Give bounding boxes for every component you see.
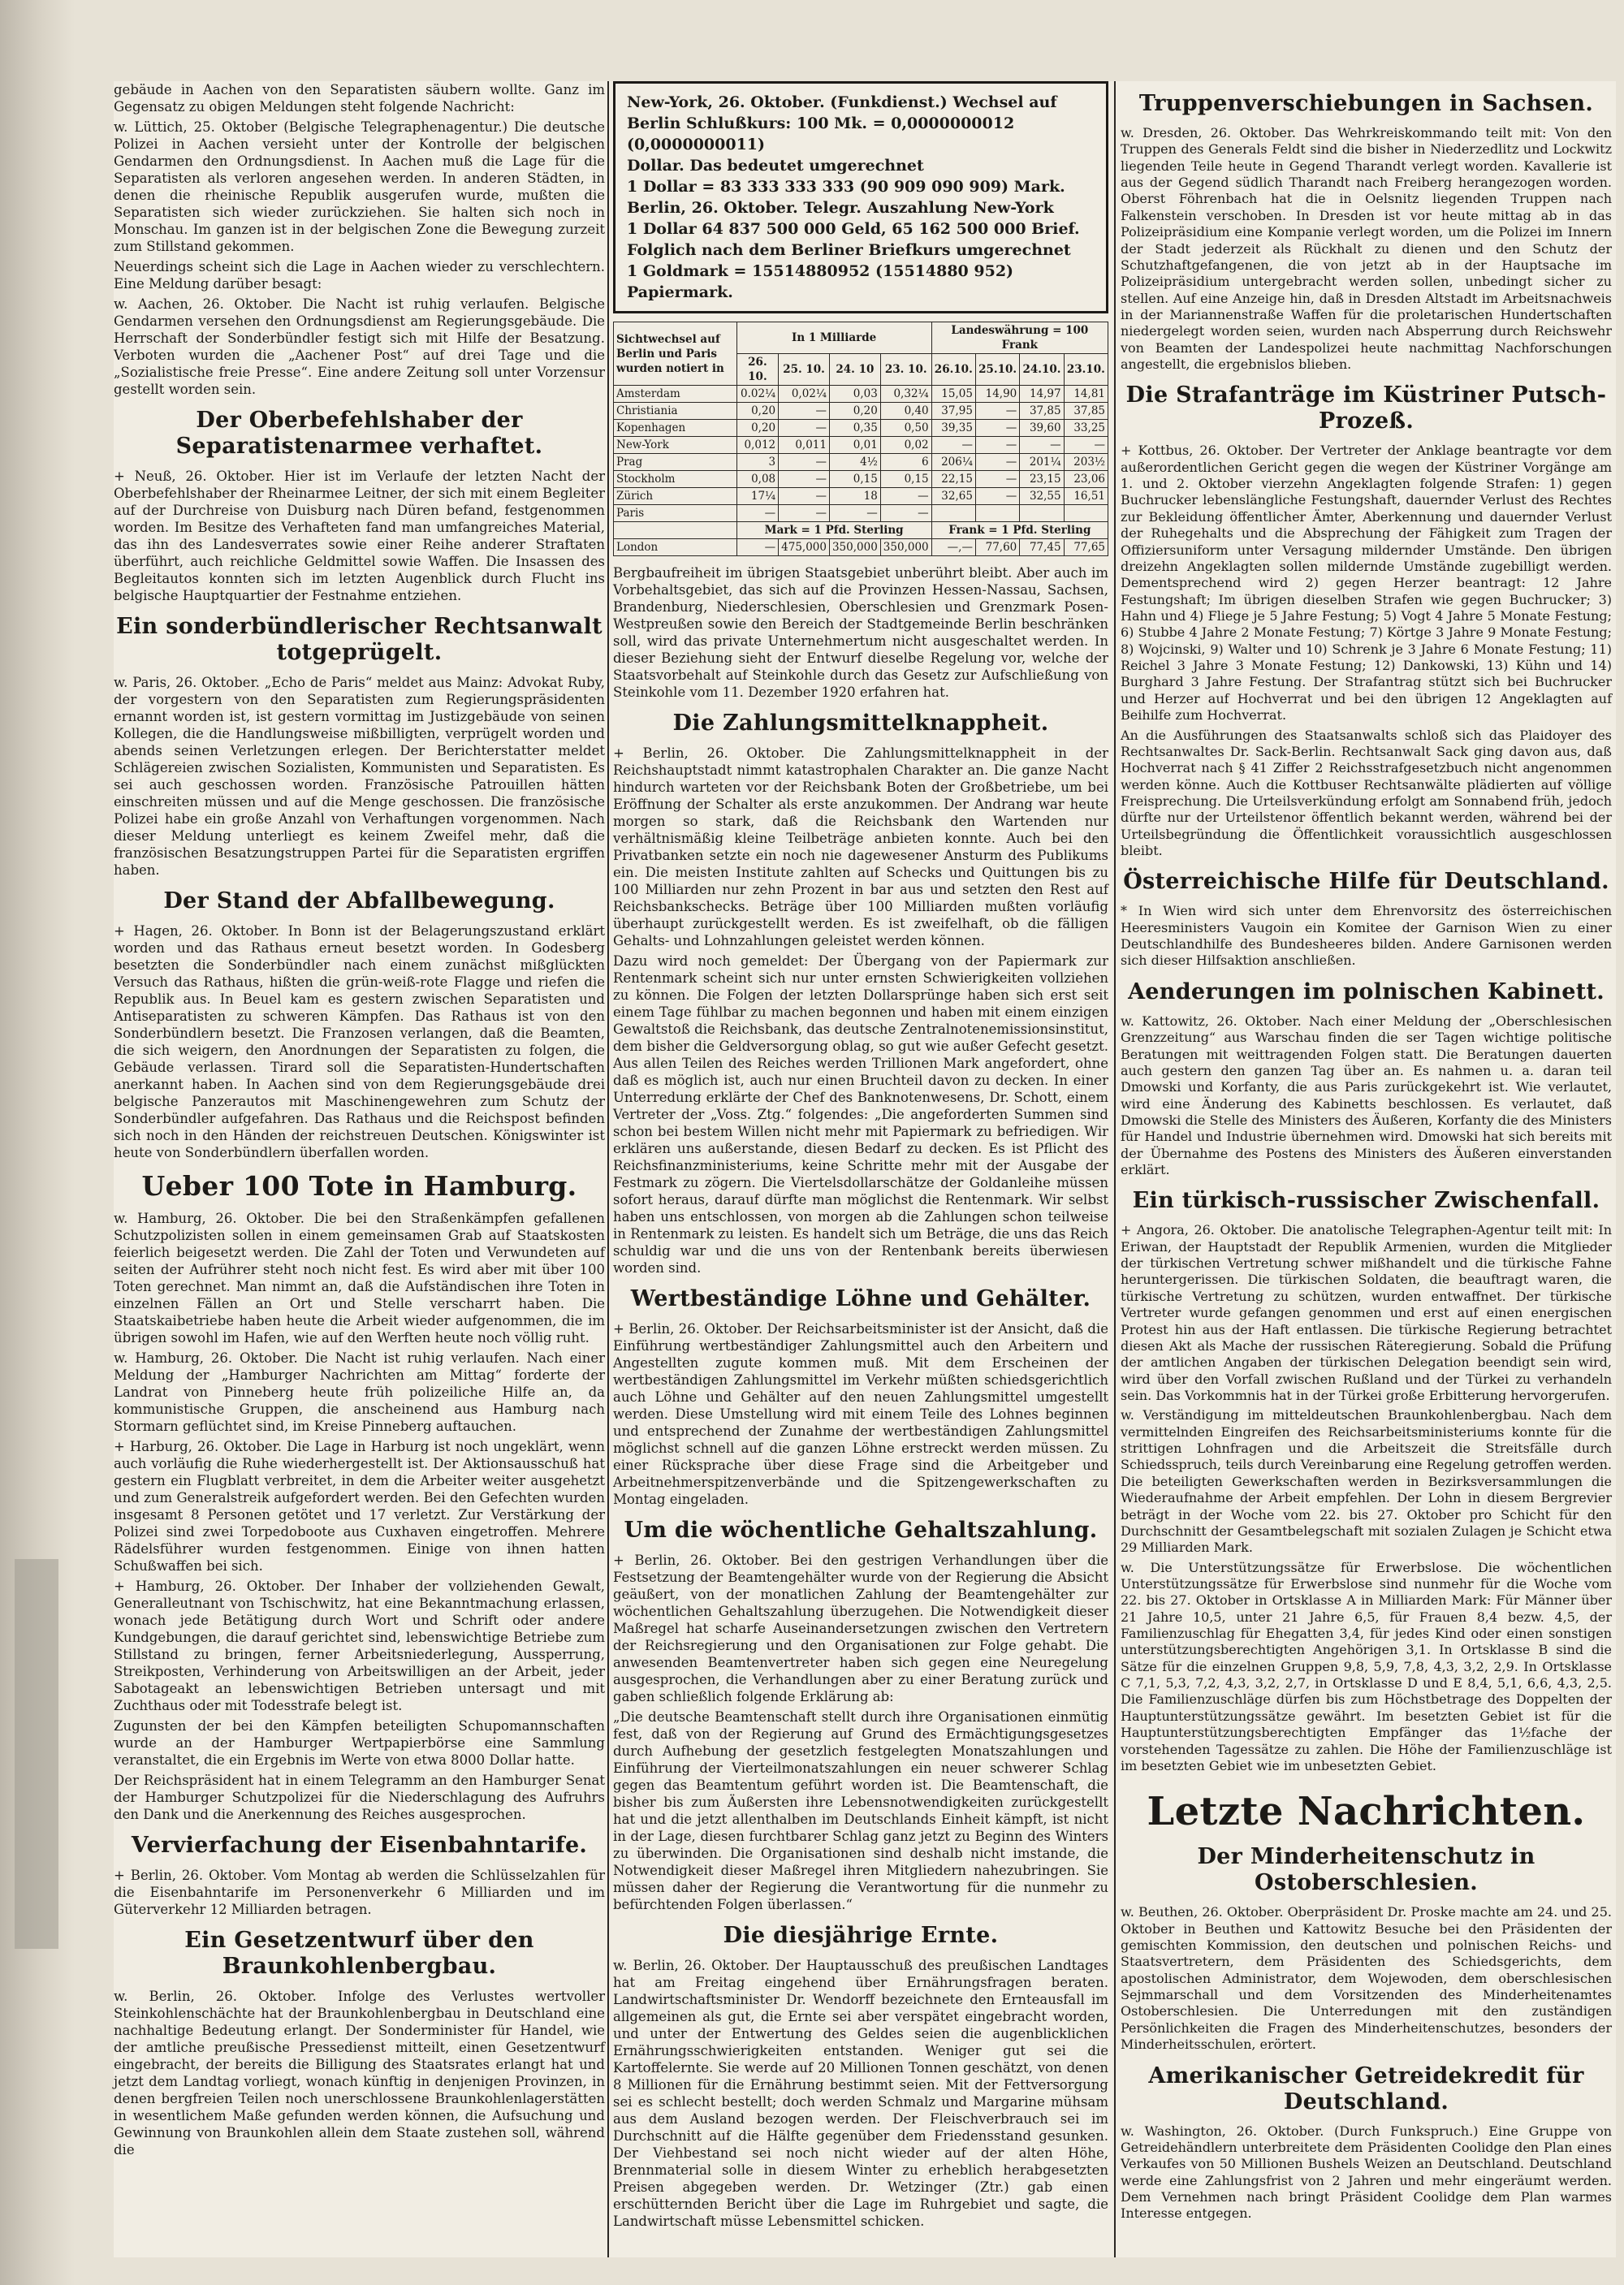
table-cell: 0,20: [736, 403, 778, 420]
table-cell: —,—: [931, 539, 975, 556]
article-headline: Der Stand der Abfallbewegung.: [163, 888, 555, 914]
table-row: [614, 505, 1108, 522]
table-cell: 0,01: [829, 437, 880, 454]
article-paragraph: gebäude in Aachen von den Separatisten säubern wollte. Ganz im Gegensatz zu obigen Meldungen steht folgende Nachricht:: [114, 82, 605, 114]
table-cell: 39,60: [1020, 420, 1064, 437]
article-paragraph: w. Washington, 26. Oktober. (Durch Funkspruch.) Eine Gruppe von Getreidehändlern unterbreitete dem Präsidenten Coolidge den Plan eines Verkaufes von 50 Millionen Bushels Weizen an Deutschland. Deutschland werde eine Zahlungsfrist von 2 Jahren und mehr eingeräumt werden. Dem Vernehmen nach bringt Präsident Coolidge dem Plan warmes Interesse entgegen.: [1121, 2123, 1612, 2222]
table-row: [614, 386, 1108, 403]
table-cell: 0,50: [880, 420, 931, 437]
table-header-row: [614, 522, 1108, 539]
article-paragraph: An die Ausführungen des Staatsanwalts schloß sich das Plaidoyer des Rechtsanwaltes Dr. Sack-Berlin. Rechtsanwalt Sack ging davon aus, daß Hochverrat nach § 41 Ziffer 2 Reichsstrafgesetzbuch nicht angenommen werden könne. Auch die Kottbuser Rechtsanwälte plädierten auf völlige Freisprechung. Die Urteilsverkündung erfolgt am Sonnabend früh, jedoch dürfte nur der Urteilstenor öffentlich bekannt werden, während bei der Urteilsbegründung die Öffentlichkeit voraussichtlich ausgeschlossen bleibt.: [1121, 727, 1612, 859]
table-cell: 18: [829, 488, 880, 505]
article-paragraph: w. Hamburg, 26. Oktober. Die bei den Straßenkämpfen gefallenen Schutzpolizisten sollen in einem gemeinsamen Grab auf Staatskosten feierlich beigesetzt werden. Die Zahl der Toten und Verwundeten auf seiten der Aufrührer steht noch nicht fest. Es wird aber mit über 100 Toten gerechnet. Man nimmt an, daß die Aufständischen ihre Toten in einzelnen Fällen an Ort und Stelle verscharrt haben. Die Staatskaibetriebe haben heute die Arbeit wieder aufgenommen, die im übrigen sowohl im Hafen, wie auf den Werften heute noch völlig ruht.: [114, 1211, 605, 1346]
column-middle-body: [613, 564, 1108, 2230]
table-cell: —: [975, 454, 1019, 471]
article-paragraph: + Hamburg, 26. Oktober. Der Inhaber der vollziehenden Gewalt, Generalleutnant von Tschischwitz, hat eine Bekanntmachung erlassen, wonach jede Betätigung durch Wort und Schrift oder andere Kundgebungen, die darauf gerichtet sind, lebenswichtige Betriebe zum Stillstand zu bringen, ferner Arbeitsniederlegung, Aussperrung, Streikposten, Verhinderung von Arbeitswilligen an der Arbeit, jeder Sabotageakt an lebenswichtigen Betrieben untersagt und mit Zuchthaus oder mit Todesstrafe belegt ist.: [114, 1579, 605, 1713]
table-header-cell: Landeswährung = 100 Frank: [931, 322, 1108, 354]
table-cell: —: [829, 505, 880, 522]
adjacent-page-strip: [15, 1559, 58, 1949]
table-cell: 33,25: [1064, 420, 1108, 437]
table-cell: 0,03: [829, 386, 880, 403]
exchange-rate-line: Dollar. Das bedeutet umgerechnet: [627, 157, 924, 175]
article-headline: Österreichische Hilfe für Deutschland.: [1123, 869, 1609, 895]
table-header-cell: Sichtwechsel auf Berlin und Paris wurden notiert in: [614, 322, 737, 386]
table-header-cell: 26.10.: [931, 354, 975, 386]
exchange-rate-line: New-York, 26. Oktober. (Funkdienst.) Wechsel auf Berlin Schlußkurs: 100 Mk. = 0,0000000012 (0,0000000011): [627, 93, 1057, 153]
article-paragraph: + Berlin, 26. Oktober. Vom Montag ab werden die Schlüsselzahlen für die Eisenbahntarife im Personenverkehr 6 Milliarden und im Güterverkehr 12 Milliarden betragen.: [114, 1868, 605, 1917]
table-cell: 23,15: [1020, 471, 1064, 488]
table-row: [614, 488, 1108, 505]
table-cell: —: [736, 505, 778, 522]
table-cell: Paris: [614, 505, 737, 522]
article-headline: Amerikanischer Getreidekredit für Deutschland.: [1148, 2063, 1584, 2114]
table-cell: —: [975, 420, 1019, 437]
table-cell: —: [779, 420, 830, 437]
article-headline: Ein türkisch-russischer Zwischenfall.: [1132, 1188, 1600, 1214]
table-header-cell: 23.10.: [1064, 354, 1108, 386]
article-headline: Wertbeständige Löhne und Gehälter.: [630, 1286, 1091, 1311]
article-headline: Um die wöchentliche Gehaltszahlung.: [624, 1518, 1098, 1543]
article-paragraph: w. Beuthen, 26. Oktober. Oberpräsident Dr. Proske machte am 24. und 25. Oktober in Beuthen und Kattowitz Besuche bei den Präsidenten der gemischten Kommission, den deutschen und polnischen Reichs- und Staatsvertretern, dem Präsidenten des Schiedsgerichts, dem apostolischen Administrator, dem Wojewoden, dem oberschlesischen Sejmmarschall und dem Vorsitzenden des Minderheitenamtes Ostoberschlesien. Die Unterredungen mit den zuständigen Persönlichkeiten die Fragen des Minderheitenschutzes, besonders der Minderheitsschulen, erörtert.: [1121, 1904, 1612, 2053]
table-cell: 4½: [829, 454, 880, 471]
article-paragraph: w. Kattowitz, 26. Oktober. Nach einer Meldung der „Oberschlesischen Grenzzeitung“ aus Warschau finden die ser Tagen wichtige politische Beratungen mit weittragenden Folgen statt. Die Beratungen dauerten auch gestern den ganzen Tag über an. Es nahmen u. a. daran teil Dmowski und Korfanty, die aus Paris zurückgekehrt ist. Wie verlautet, wird eine Änderung des Kabinetts beschlossen. Es verlautet, daß Dmowski die Stelle des Ministers des Äußeren, Korfanty die des Ministers für Handel und Industrie übernehmen wird. Dmowski hat sich bereits mit der Übernahme des Postens des Ministers des Äußeren einverstanden erklärt.: [1121, 1013, 1612, 1178]
table-cell: 39,35: [931, 420, 975, 437]
article-headline: Der Minderheitenschutz in Ostoberschlesien.: [1197, 1844, 1535, 1896]
article-paragraph: + Hagen, 26. Oktober. In Bonn ist der Belagerungszustand erklärt worden und das Rathaus erneut besetzt worden. In Godesberg besetzten die Sonderbündler nach einem zunächst mißglückten Versuch das Rathaus, hißten die grün-weiß-rote Flagge und riefen die Republik aus. In Beuel kam es gestern zwischen Separatisten und Antiseparatisten zu schweren Kämpfen. Das Rathaus ist von den Sonderbündlern besetzt. Die Franzosen verlangen, daß die Beamten, die sich weigern, den Anordnungen der Separatisten zu folgen, die Gebäude verlassen. Tirard soll die Separatisten-Hundertschaften anerkannt haben. In Aachen sind von dem Regierungsgebäude drei belgische Panzerautos mit Maschinengewehren zum Schutz der Sonderbündler aufgefahren. Das Rathaus und die Reichspost befinden sich noch in den Händen der reichstreuen Deutschen. Königswinter ist heute von Sonderbündlern überfallen worden.: [114, 923, 605, 1160]
table-cell: —: [779, 403, 830, 420]
table-cell: 350,000: [829, 539, 880, 556]
article-paragraph: + Kottbus, 26. Oktober. Der Vertreter der Anklage beantragte vor dem außerordentlichen Gericht gegen die wegen der Küstriner Vorgänge am 1. und 2. Oktober vierzehn Angeklagten folgende Strafen: 1) gegen Buchrucker lebenslängliche Festungshaft, dauernder Verlust des Rechtes zur Bekleidung öffentlicher Ämter, Aberkennung und dauernder Verlust der Ruhegehalts und die Absprechung der Fähigkeit zum Tragen der Offiziersuniform unter Versagung mildernder Umstände. Den übrigen dreizehn Angeklagten sollen mildernde Umstände zugebilligt werden. Dementsprechend wird 2) gegen Herzer beantragt: 12 Jahre Festungshaft; Im übrigen dieselben Strafen wie gegen Buchrucker; 3) Hahn und 4) Fliege je 5 Jahre Festung; 5) Vogt 4 Jahre 5 Monate Festung; 6) Stubbe 4 Jahre 2 Monate Festung; 7) Körtge 3 Jahre 9 Monate Festung; 8) Wojcinski, 9) Walter und 10) Schrenk je 3 Jahre 6 Monate Festung; 11) Reichel 3 Jahre 3 Monate Festung; 12) Dankowski, 13) Kühn und 14) Burghard 3 Jahre Festung. Der Strafantrag stützt sich bei Buchrucker und Herzer auf Hochverrat und bei den übrigen 12 Angeklagten auf Beihilfe zum Hochverrat.: [1121, 443, 1612, 724]
table-row: [614, 403, 1108, 420]
table-cell: [1020, 505, 1064, 522]
table-cell: [931, 505, 975, 522]
table-cell: 0,20: [736, 420, 778, 437]
column-rule: [1114, 81, 1116, 2257]
table-cell: 3: [736, 454, 778, 471]
article-paragraph: w. Dresden, 26. Oktober. Das Wehrkreiskommando teilt mit: Von den Truppen des Generals Feldt sind die bisher in Niederzedlitz und Lockwitz liegenden Teile heute in Gegend Tharandt verlegt worden. Kavallerie ist aus der Gegend südlich Tharandt nach Freiberg herangezogen worden. Oberst Föhrenbach hat die in Oelsnitz liegenden Truppen nach Falkenstein verschoben. In Dresden ist vor heute mittag ab in das Polizeipräsidium eine Kompanie verlegt worden, um die Polizei im Innern der Stadt jederzeit als Rückhalt zu dienen und den Schutz der Schutzhaftgefangenen, die von jetzt ab in der Hauptsache im Polizeipräsidium untergebracht werden sollen, unbedingt sicher zu stellen. Auf eine Anzeige hin, daß in Dresden Altstadt im Arbeitsnachweis in der Mariannenstraße Waffen für die proletarischen Hundertschaften niedergelegt worden seien, wurden nach Absperrung durch Reichswehr von Beamten der Landespolizei heute nachmittag Nachforschungen angestellt, die ergebnislos blieben.: [1121, 125, 1612, 373]
table-cell: 0,15: [880, 471, 931, 488]
table-header-cell: 25. 10.: [779, 354, 830, 386]
table-cell: 77,60: [975, 539, 1019, 556]
article-paragraph: + Berlin, 26. Oktober. Die Zahlungsmittelknappheit in der Reichshauptstadt nimmt katastrophalen Charakter an. Die ganze Nacht hindurch warteten vor der Reichsbank Boten der Großbetriebe, um bei Eröffnung der Schalter als erste anzukommen. Der Andrang war heute morgen so stark, daß die Reichsbank den Wartenden nur verhältnismäßig kleine Teilbeträge anbieten konnte. Auch bei den Privatbanken setzte ein noch nie dagewesener Ansturm des Publikums ein. Die meisten Institute zahlten auf Schecks und Quittungen bis zu 100 Milliarden nur zehn Prozent in bar aus und setzten den Rest auf Reichsbankschecks. Beträge über 100 Milliarden mußten vorläufig überhaupt zurückgestellt werden. Es ist zweifelhaft, ob die fälligen Gehalts- und Lohnzahlungen geleistet werden können.: [613, 745, 1108, 948]
table-cell: London: [614, 539, 737, 556]
article-paragraph: + Neuß, 26. Oktober. Hier ist im Verlaufe der letzten Nacht der Oberbefehlshaber der Rheinarmee Leitner, der sich mit einem Begleiter auf der Durchreise von Duisburg nach Düren befand, festgenommen worden. Im Besitze des Verhafteten fand man umfangreiches Material, das ihn des Landesverrates sowie einer Reihe anderer Straftaten überführt, auch reichliche Geldmittel sowie Waffen. Die Insassen des Begleitautos konnten sich im letzten Augenblick durch Flucht ins belgische Hauptquartier der Festnahme entziehen.: [114, 469, 605, 603]
article-paragraph: w. Hamburg, 26. Oktober. Die Nacht ist ruhig verlaufen. Nach einer Meldung der „Hamburger Nachrichten am Mittag“ forderte der Landrat von Pinneberg heute früh polizeiliche Hilfe an, da kommunistische Gruppen, die anscheinend aus Hamburg nach Stormarn geflüchtet sind, im Kreise Pinneberg auftauchen.: [114, 1350, 605, 1434]
article-paragraph: w. Lüttich, 25. Oktober (Belgische Telegraphenagentur.) Die deutsche Polizei in Aachen versieht unter der Kontrolle der belgischen Gendarmen den Ordnungsdienst. In Aachen muß die Lage für die Separatisten als verloren angesehen werden. In anderen Städten, in denen die rheinische Republik ausgerufen wurde, mußten die Separatisten sich wieder zurückziehen. Sie halten sich noch in Monschau. Im ganzen ist in der belgischen Zone die Bewegung zurzeit zum Stillstand gekommen.: [114, 119, 605, 254]
table-cell: —: [975, 488, 1019, 505]
table-cell: 0,40: [880, 403, 931, 420]
article-headline: Aenderungen im polnischen Kabinett.: [1128, 978, 1605, 1004]
article-headline: Ein Gesetzentwurf über den Braunkohlenbergbau.: [184, 1928, 534, 1979]
table-cell: 23,06: [1064, 471, 1108, 488]
table-cell: —: [880, 488, 931, 505]
table-cell: New-York: [614, 437, 737, 454]
exchange-rate-table: [613, 322, 1108, 556]
table-cell: 32,55: [1020, 488, 1064, 505]
table-cell: —: [975, 471, 1019, 488]
table-cell: 37,85: [1064, 403, 1108, 420]
article-paragraph: w. Berlin, 26. Oktober. Infolge des Verlustes wertvoller Steinkohlenschächte hat der Braunkohlenbergbau in Deutschland eine nachhaltige Bedeutung erlangt. Der Sonderminister für Handel, wie der amtliche preußische Pressedienst mitteilt, einen Gesetzentwurf eingebracht, der bereits die Billigung des Staatsrates erlangt hat und jetzt dem Landtag vorliegt, wonach künftig in denjenigen Provinzen, in denen bergfreien Teilen noch unerschlossene Braunkohlenlagerstätten in wesentlichem Maße gefunden werden können, die Aufsuchung und Gewinnung von Braunkohlen allein dem Staate zustehen soll, während die: [114, 1989, 605, 2158]
table-cell: 0.02¼: [736, 386, 778, 403]
article-paragraph: w. Paris, 26. Oktober. „Echo de Paris“ meldet aus Mainz: Advokat Ruby, der vorgestern von den Separatisten zum Regierungspräsidenten ernannt worden ist, ist gestern vormittag im Justizgebäude von seinen Kollegen, die die Handlungsweise mißbilligten, verprügelt worden und abends seinen Verletzungen erlegen. Der Berichterstatter meldet Schlägereien zwischen Sozialisten, Kommunisten und Separatisten. Es sei auch geschossen worden. Französische Patrouillen hätten einschreiten müssen und auf die Menge geschossen. Die französische Polizei habe ein große Anzahl von Verhaftungen vorgenommen. Nach dieser Meldung unterliegt es keinem Zweifel mehr, daß die französischen Besatzungstruppen Partei für die Separatisten ergriffen haben.: [114, 675, 605, 878]
table-cell: 0,15: [829, 471, 880, 488]
exchange-rate-line: 1 Dollar 64 837 500 000 Geld, 65 162 500 000 Brief.: [627, 220, 1080, 238]
table-cell: —: [975, 403, 1019, 420]
table-header-cell: 24. 10: [829, 354, 880, 386]
exchange-rate-line: Folglich nach dem Berliner Briefkurs umgerechnet: [627, 241, 1071, 259]
table-cell: 32,65: [931, 488, 975, 505]
table-cell: Kopenhagen: [614, 420, 737, 437]
exchange-rate-line: Berlin, 26. Oktober. Telegr. Auszahlung New-York: [627, 199, 1054, 217]
article-paragraph: Der Reichspräsident hat in einem Telegramm an den Hamburger Senat der Hamburger Schutzpolizei für die Niederschlagung des Aufruhrs den Dank und die Anerkennung des Reiches ausgesprochen.: [114, 1773, 605, 1822]
table-row: [614, 420, 1108, 437]
table-cell: 475,000: [779, 539, 830, 556]
table-header-cell: Frank = 1 Pfd. Sterling: [931, 522, 1108, 539]
table-cell: [1064, 505, 1108, 522]
table-cell: —: [931, 437, 975, 454]
column-left: [114, 81, 605, 2162]
table-header-row: [614, 322, 1108, 354]
table-cell: 6: [880, 454, 931, 471]
column-middle: [613, 81, 1108, 2233]
table-row: [614, 539, 1108, 556]
table-row: [614, 454, 1108, 471]
article-headline: Vervierfachung der Eisenbahntarife.: [131, 1833, 588, 1858]
article-paragraph: Zugunsten der bei den Kämpfen beteiligten Schupomannschaften wurde an der Hamburger Wertpapierbörse eine Sammlung veranstaltet, die ein Ergebnis im Werte von etwa 8000 Dollar hatte.: [114, 1718, 605, 1768]
article-paragraph: Neuerdings scheint sich die Lage in Aachen wieder zu verschlechtern. Eine Meldung darüber besagt:: [114, 259, 605, 292]
table-cell: —: [736, 539, 778, 556]
article-headline: Die diesjährige Ernte.: [723, 1923, 999, 1948]
table-header-cell: 24.10.: [1020, 354, 1064, 386]
table-cell: —: [1064, 437, 1108, 454]
article-headline: Die Zahlungsmittelknappheit.: [672, 711, 1049, 736]
table-cell: —: [779, 488, 830, 505]
article-headline: Ueber 100 Tote in Hamburg.: [141, 1170, 577, 1202]
table-cell: 0,011: [779, 437, 830, 454]
table-cell: 203½: [1064, 454, 1108, 471]
table-cell: [614, 522, 737, 539]
table-header-cell: 26. 10.: [736, 354, 778, 386]
table-header-cell: In 1 Milliarde: [736, 322, 931, 354]
table-cell: —: [779, 454, 830, 471]
table-cell: 14,97: [1020, 386, 1064, 403]
article-paragraph: + Berlin, 26. Oktober. Bei den gestrigen Verhandlungen über die Festsetzung der Beamtengehälter wurde von der Regierung die Absicht geäußert, von der monatlichen Zahlung der Beamtengehälter zur wöchentlichen Gehaltszahlung überzugehen. Die Notwendigkeit dieser Maßregel hat scharfe Auseinandersetzungen zwischen den Vertretern der Reichsregierung und den Organisationen zur Folge gehabt. Die anwesenden Beamtenvertreter haben sich gegen eine Neuregelung ausgesprochen, die Verhandlungen aber zu einer Beratung zurück und gaben schließlich folgende Erklärung ab:: [613, 1553, 1108, 1704]
column-rule: [607, 81, 609, 2257]
table-cell: 0,08: [736, 471, 778, 488]
article-paragraph: + Berlin, 26. Oktober. Der Reichsarbeitsminister ist der Ansicht, daß die Einführung wertbeständiger Zahlungsmittel auch den Arbeitern und Angestellten zugute kommen muß. Mit dem Erscheinen der wertbeständigen Zahlungsmittel im Verkehr müßten schiedsgerichtlich auch Löhne und Gehälter auf den neuen Zahlungsmittel umgestellt werden. Diese Umstellung wird mit einem Teile des Lohnes beginnen und entsprechend der Zunahme der wertbeständigen Zahlungsmittel möglichst schnell auf die ganzen Löhne erstreckt werden müssen. Zu einer Rücksprache über diese Frage sind die Arbeitgeber und Arbeitnehmerspitzenverbände und die Spitzengewerkschaften zu Montag eingeladen.: [613, 1321, 1108, 1507]
table-cell: Christiania: [614, 403, 737, 420]
section-headline: Letzte Nachrichten.: [1147, 1789, 1586, 1835]
article-paragraph: + Angora, 26. Oktober. Die anatolische Telegraphen-Agentur teilt mit: In Eriwan, der Hauptstadt der Republik Armenien, wurden die Mitglieder der türkischen Vertretung schwer mißhandelt und die türkische Fahne heruntergerissen. Die türkischen Soldaten, die beauftragt waren, die türkische Vertretung zu schützen, wurden entwaffnet. Der türkische Vertreter wurde gefangen genommen und erst auf einen energischen Protest hin aus der Haft entlassen. Die türkische Regierung betrachtet diesen Akt als Mache der russischen Räteregierung. Sobald die Prüfung der amtlichen Angaben der türkischen Delegation beendigt sein wird, wird über den Vorfall zwischen Rußland und der Türkei zu verhandeln sein. Das Vorkommnis hat in der Türkei große Erbitterung hervorgerufen.: [1121, 1222, 1612, 1403]
table-cell: 37,95: [931, 403, 975, 420]
table-cell: 15,05: [931, 386, 975, 403]
table-header-cell: 25.10.: [975, 354, 1019, 386]
column-right: [1121, 81, 1612, 2226]
article-paragraph: w. Aachen, 26. Oktober. Die Nacht ist ruhig verlaufen. Belgische Gendarmen versehen den Ordnungsdienst am Regierungsgebäude. Die Herrschaft der Sonderbündler festigt sich mit Hilfe der Besatzung. Verboten wurden die „Aachener Post“ auf drei Tage und die „Sozialistische freie Presse“. Eine andere Zeitung soll unter Vorzensur gestellt worden sein.: [114, 296, 605, 397]
article-paragraph: „Die deutsche Beamtenschaft stellt durch ihre Organisationen einmütig fest, daß von der Regierung auf Grund des Ermächtigungsgesetzes durch Aufhebung der gesetzlich festgelegten Monatszahlungen und Einführung der Vierteilmonatszahlungen ein neuer schwerer Schlag gegen das Beamtentum geführt worden ist. Die Beamtenschaft, die bisher bis zum Äußersten ihre Lebensnotwendigkeiten zurückgestellt hat und die jetzt allenthalben im Deutschlands Einheit kämpft, ist nicht in der Lage, diesen furchtbarer Schlag ganz jetzt zu Beginn des Winters zu überwinden. Die Organisationen sind deshalb nicht imstande, die Notwendigkeit dieser Maßregel ihren Mitgliedern nahezubringen. Sie müssen daher der Regierung die Verantwortung für die nunmehr zu befürchtenden Folgen überlassen.“: [613, 1709, 1108, 1912]
table-cell: 0,32¼: [880, 386, 931, 403]
table-cell: 16,51: [1064, 488, 1108, 505]
table-cell: 0,20: [829, 403, 880, 420]
newspaper-page: [114, 81, 1616, 2257]
table-cell: 0,012: [736, 437, 778, 454]
table-cell: —: [975, 437, 1019, 454]
table-cell: —: [880, 505, 931, 522]
table-cell: 17¼: [736, 488, 778, 505]
exchange-rate-line: 1 Goldmark = 15514880952 (15514880 952) Papiermark.: [627, 262, 1014, 301]
table-cell: 77,45: [1020, 539, 1064, 556]
table-cell: 350,000: [880, 539, 931, 556]
table-cell: Prag: [614, 454, 737, 471]
table-cell: 206¼: [931, 454, 975, 471]
table-cell: 0,02¼: [779, 386, 830, 403]
exchange-rate-line: 1 Dollar = 83 333 333 333 (90 909 090 909) Mark.: [627, 178, 1065, 196]
table-cell: 77,65: [1064, 539, 1108, 556]
table-cell: Zürich: [614, 488, 737, 505]
article-paragraph: Dazu wird noch gemeldet: Der Übergang von der Papiermark zur Rentenmark scheint sich nur unter ernsten Schwierigkeiten vollziehen zu können. Die Folgen der letzten Dollarsprünge haben sich erst seit einem Tage fühlbar zu machen begonnen und haben mit einem einzigen Gewaltstoß die Reichsbank, das deutsche Zentralnotenemissionsinstitut, dem bisher die Geldversorgung oblag, so gut wie außer Gefecht gesetzt. Aus allen Teilen des Reiches werden Trillionen Mark angefordert, ohne daß es möglich ist, auch nur einen Bruchteil davon zu decken. In einer Unterredung erklärte der Chef des Banknotenwesens, Dr. Schott, einem Vertreter der „Voss. Ztg.“ folgendes: „Die angeforderten Summen sind schon bei bestem Willen nicht mehr mit Papiermark zu befriedigen. Wir erklären uns außerstande, diesen Bedarf zu decken. Es ist Pflicht des Reichsfinanzministeriums, keine Schritte mehr mit der Ausgabe der Festmark zu zögern. Die Viertelsdollarschätze der Goldanleihe müssen sofort heraus, darauf dürfte man möglichst die Rentenmark. Wir selbst haben uns entschlossen, von morgen ab die Zahlungen schon teilweise in Rentenmark zu leisten. Es handelt sich um Beträge, die uns das Reich schuldig war und die uns von der Rentenbank bereits überwiesen worden sind.: [613, 953, 1108, 1276]
table-cell: Amsterdam: [614, 386, 737, 403]
table-cell: 0,35: [829, 420, 880, 437]
table-cell: 14,90: [975, 386, 1019, 403]
article-paragraph: * In Wien wird sich unter dem Ehrenvorsitz des österreichischen Heeresministers Vaugoin ein Komitee der Garnison Wien zu einer Deutschlandhilfe des Bundesheeres bilden. Andere Garnisonen werden sich dieser Hilfsaktion anschließen.: [1121, 903, 1612, 969]
table-cell: 201¼: [1020, 454, 1064, 471]
article-headline: Truppenverschiebungen in Sachsen.: [1138, 91, 1594, 116]
table-header-cell: Mark = 1 Pfd. Sterling: [736, 522, 931, 539]
table-cell: —: [779, 505, 830, 522]
article-paragraph: Bergbaufreiheit im übrigen Staatsgebiet unberührt bleibt. Aber auch im Vorbehaltsgebiet, das sich auf die Provinzen Hessen-Nassau, Sachsen, Brandenburg, Niederschlesien, Oberschlesien und Grenzmark Posen-Westpreußen sowie den Bereich der Stadtgemeinde Berlin beschränken soll, wird das private Unternehmertum nicht ausgeschaltet werden. In dieser Beziehung sieht der Entwurf dieselbe Regelung vor, welche der Staatsvorbehalt auf Steinkohle durch das Gesetz zur Aufschließung von Steinkohle vom 11. Dezember 1920 erfahren hat.: [613, 565, 1108, 700]
article-paragraph: w. Berlin, 26. Oktober. Der Hauptausschuß des preußischen Landtages hat am Freitag eingehend über Ernährungsfragen beraten. Landwirtschaftsminister Dr. Wendorff bezeichnete den Ernteausfall im allgemeinen als gut, die Ernte sei aber verspätet eingebracht worden, und unter der Entwertung des Geldes seien die augenblicklichen Ernährungsschwierigkeiten entstanden. Weniger gut sei die Kartoffelernte. Sie werde auf 20 Millionen Tonnen geschätzt, von denen 8 Millionen für die Ernährung bestimmt seien. Mit der Fettversorgung sei es schlecht bestellt; doch werden Schmalz und Margarine mühsam aus dem Ausland bezogen werden. Der Fleischverbrauch sei im Durchschnitt auf die Hälfte gegenüber dem Friedensstand gesunken. Der Viehbestand sei noch nicht wieder auf der alten Höhe, Brennmaterial solle in diesem Winter zu erheblich herabgesetzten Preisen abgegeben werden. Dr. Wetzinger (Ztr.) gab einen erschütternden Bericht über die Lage im Ruhrgebiet und sagte, die Landwirtschaft müsse Lebensmittel schicken.: [613, 1958, 1108, 2229]
table-cell: 14,81: [1064, 386, 1108, 403]
table-cell: 0,02: [880, 437, 931, 454]
table-cell: 37,85: [1020, 403, 1064, 420]
exchange-rate-box: [613, 81, 1108, 313]
table-row: [614, 437, 1108, 454]
article-headline: Der Oberbefehlshaber der Separatistenarmee verhaftet.: [175, 408, 543, 459]
table-cell: 22,15: [931, 471, 975, 488]
table-cell: [975, 505, 1019, 522]
table-cell: —: [1020, 437, 1064, 454]
article-paragraph: w. Die Unterstützungssätze für Erwerbslose. Die wöchentlichen Unterstützungssätze für Erwerbslose sind nunmehr für die Woche vom 22. bis 27. Oktober in Ortsklasse A in Milliarden Mark: Für Männer über 21 Jahre 10,5, unter 21 Jahre 6,5, für Frauen 8,4 bezw. 4,5, der Familienzuschlag für Ehegatten 3,4, für jedes Kind oder einen sonstigen unterstützungsberechtigten Angehörigen 3,1. In Ortsklasse B sind die Sätze für die einzelnen Gruppen 9,8, 5,9, 7,8, 4,3, 3,2, 2,9. In Ortsklasse C 7,1, 5,3, 7,2, 4,3, 3,2, 2,7, in Ortsklasse D und E 8,4, 5,1, 6,6, 4,3, 2,5. Die Familienzuschläge dürfen bis zum Höchstbetrage des Doppelten der Hauptunterstützungssätze gewährt. Im besetzten Gebiet ist für die Hauptunterstützungsberechtigten Empfänger das 1½fache der vorstehenden Tagessätze zu zahlen. Die Höhe der Familienzuschläge ist im besetzten Gebiet wie im unbesetzten Gebiet.: [1121, 1559, 1612, 1773]
article-paragraph: w. Verständigung im mitteldeutschen Braunkohlenbergbau. Nach dem vermittelnden Eingreifen des Reichsarbeitsministeriums konnte für die strittigen Lohnfragen und die Arbeitszeit die Streitsfälle durch Schiedsspruch, teils durch Vereinbarung eine Regelung getroffen werden. Die beteiligten Gewerkschaften werden in Bezirksversammlungen die Wiederaufnahme der Arbeit empfehlen. Der Lohn in diesem Bergrevier beträgt in der Woche vom 22. bis 27. Oktober pro Schicht für den Durchschnitt der Gesamtbelegschaft mit sozialen Zulagen je Schicht etwa 29 Milliarden Mark.: [1121, 1407, 1612, 1556]
article-paragraph: + Harburg, 26. Oktober. Die Lage in Harburg ist noch ungeklärt, wenn auch vorläufig die Ruhe wiederhergestellt ist. Der Aktionsausschuß hat gestern ein Flugblatt verbreitet, in dem die Arbeiter weiter ausgehetzt und zum Generalstreik aufgefordert werden. Bei den Gefechten wurden insgesamt 8 Personen getötet und 17 verletzt. Zur Verstärkung der Polizei sind zwei Torpedoboote aus Cuxhaven eingetroffen. Mehrere Rädelsführer wurden festgenommen. Einige von ihnen hatten Schußwaffen bei sich.: [114, 1439, 605, 1574]
article-headline: Ein sonderbündlerischer Rechtsanwalt totgeprügelt.: [116, 614, 603, 665]
article-headline: Die Strafanträge im Küstriner Putsch-Prozeß.: [1125, 382, 1607, 434]
table-header-cell: 23. 10.: [880, 354, 931, 386]
table-cell: —: [779, 471, 830, 488]
table-row: [614, 471, 1108, 488]
table-cell: Stockholm: [614, 471, 737, 488]
